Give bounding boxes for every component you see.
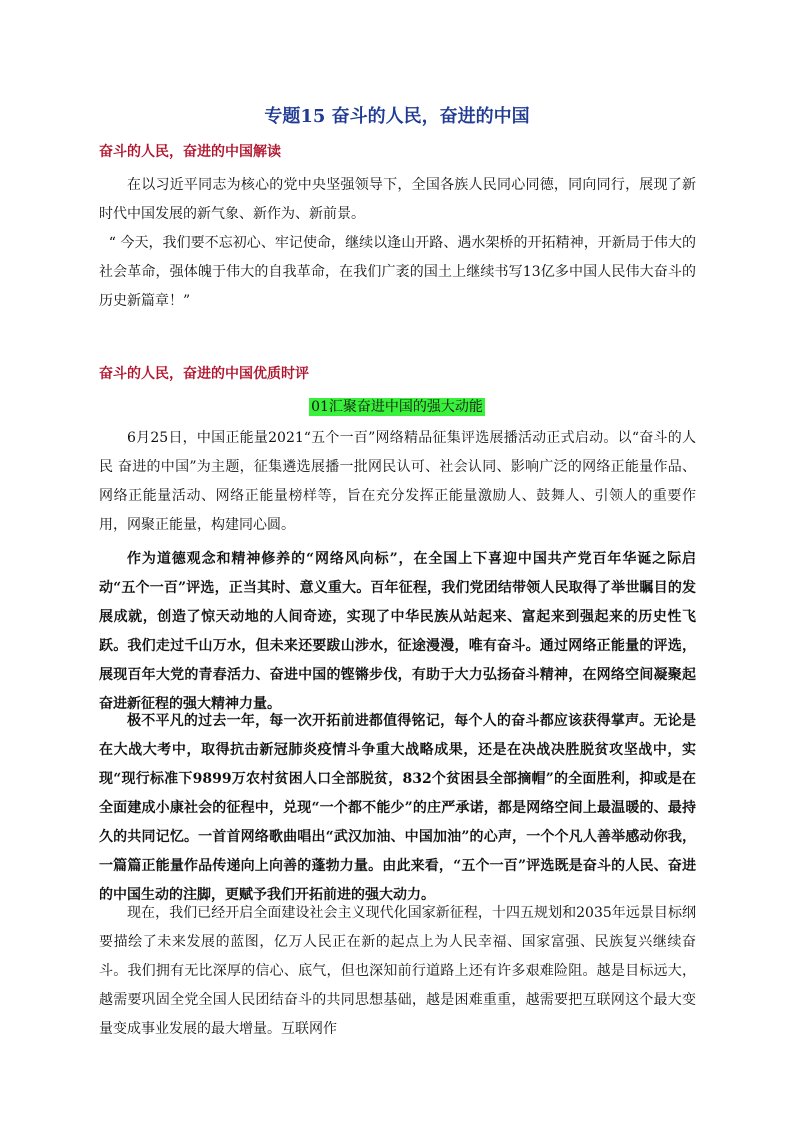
section-heading-commentary: 奋斗的人民，奋进的中国优质时评 [99,366,309,382]
paragraph-intro: 在以习近平同志为核心的党中央坚强领导下，全国各族人民同心同德，同向同行，展现了新时代中国发展的新气象、新作为、新前景。 [99,177,696,222]
paragraph-quote: “ 今天，我们要不忘初心、牢记使命，继续以逢山开路、遇水架桥的开拓精神，开新局于伟大的社会革命，强体魄于伟大的自我革命，在我们广袤的国土上继续书写13亿多中国人民伟大奋斗的历史新篇章！” [99,235,696,309]
paragraph-commentary-2: 作为道德观念和精神修养的“网络风向标”，在全国上下喜迎中国共产党百年华诞之际启动“五个一百”评选，正当其时、意义重大。百年征程，我们党团结带领人民取得了举世瞩目的发展成就，创造了惊天动地的人间奇迹，实现了中华民族从站起来、富起来到强起来的历史性飞跃。我们走过千山万水，但未来还要跋山涉水，征途漫漫，唯有奋斗。通过网络正能量的评选，展现百年大党的青春活力、奋进中国的铿锵步伐，有助于大力弘扬奋斗精神，在网络空间凝聚起奋进新征程的强大精神力量。 [99,551,696,712]
paragraph-commentary-4: 现在，我们已经开启全面建设社会主义现代化国家新征程，十四五规划和2035年远景目标纲要描绘了未来发展的蓝图，亿万人民正在新的起点上为人民幸福、国家富强、民族复兴继续奋斗。我们拥有无比深厚的信心、底气，但也深知前行道路上还有许多艰难险阻。越是目标远大，越需要巩固全党全国人民团结奋斗的共同思想基础，越是困难重重，越需要把互联网这个最大变量变成事业发展的最大增量。互联网作 [99,905,696,1037]
section-heading-interpretation: 奋斗的人民，奋进的中国解读 [99,144,281,160]
paragraph-commentary-3: 极不平凡的过去一年，每一次开拓前进都值得铭记，每个人的奋斗都应该获得掌声。无论是在大战大考中，取得抗击新冠肺炎疫情斗争重大战略成果，还是在决战决胜脱贫攻坚战中，实现“现行标准下9899万农村贫困人口全部脱贫，832个贫困县全部摘帽”的全面胜利，抑或是在全面建成小康社会的征程中，兑现“一个都不能少”的庄严承诺，都是网络空间上最温暖的、最持久的共同记忆。一首首网络歌曲唱出“武汉加油、中国加油”的心声，一个个凡人善举感动你我，一篇篇正能量作品传递向上向善的蓬勃力量。由此来看，“五个一百”评选既是奋斗的人民、奋进的中国生动的注脚，更赋予我们开拓前进的强大动力。 [99,713,696,903]
sub-heading-01 [0,397,794,417]
document-title: 专题15 奋斗的人民，奋进的中国 [264,106,530,127]
highlighted-subheading-text: 01汇聚奋进中国的强大动能 [311,399,483,415]
paragraph-commentary-1: 6月25日，中国正能量2021“五个一百”网络精品征集评选展播活动正式启动。以“奋斗的人民 奋进的中国”为主题，征集遴选展播一批网民认可、社会认同、影响广泛的网络正能量作品、网络正能量活动、网络正能量榜样等，旨在充分发挥正能量激励人、鼓舞人、引领人的重要作用，网聚正能量，构建同心圆。 [99,430,696,533]
